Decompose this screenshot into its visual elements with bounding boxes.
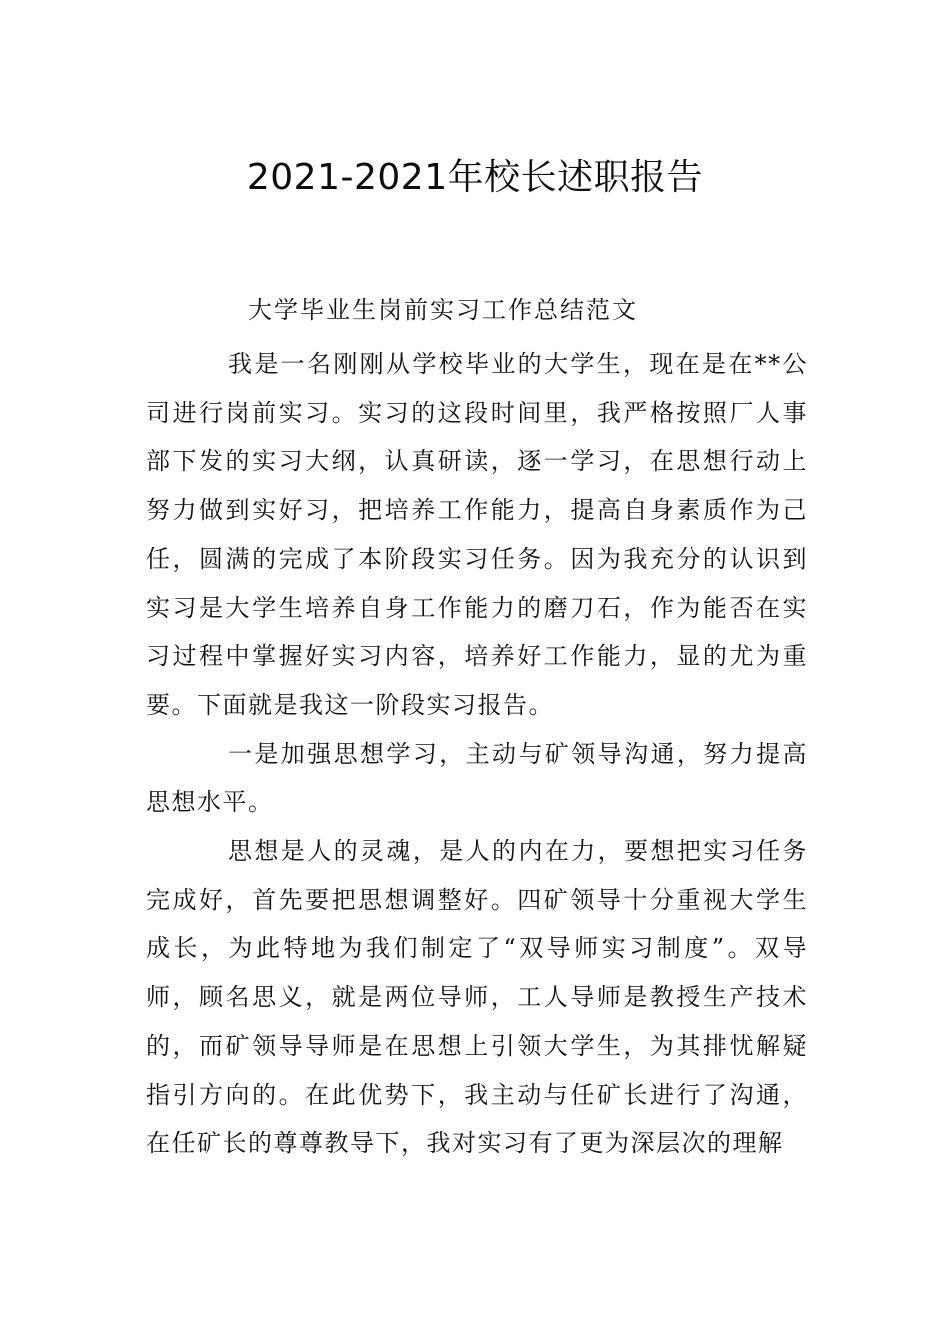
paragraph-section-one-heading: 一是加强思想学习，主动与矿领导沟通，努力提高思想水平。	[146, 739, 808, 817]
document-subtitle: 大学毕业生岗前实习工作总结范文	[248, 296, 638, 324]
document-body	[146, 340, 808, 1168]
document-title: 2021-2021年校长述职报告	[246, 157, 704, 198]
paragraph-thought: 思想是人的灵魂，是人的内在力，要想把实习任务完成好，首先要把思想调整好。四矿领导十分重视大学生成长，为此特地为我们制定了“双导师实习制度”。双导师，顾名思义，就是两位导师，工人导师是教授生产技术的，而矿领导导师是在思想上引领大学生，为其排忧解疑指引方向的。在此优势下，我主动与任矿长进行了沟通，在任矿长的尊尊教导下，我对实习有了更为深层次的理解	[146, 837, 808, 1158]
paragraph-intro: 我是一名刚刚从学校毕业的大学生，现在是在**公司进行岗前实习。实习的这段时间里，我严格按照厂人事部下发的实习大纲，认真研读，逐一学习，在思想行动上努力做到实好习，把培养工作能力，提高自身素质作为己任，圆满的完成了本阶段实习任务。因为我充分的认识到实习是大学生培养自身工作能力的磨刀石，作为能否在实习过程中掌握好实习内容，培养好工作能力，显的尤为重要。下面就是我这一阶段实习报告。	[146, 350, 808, 719]
